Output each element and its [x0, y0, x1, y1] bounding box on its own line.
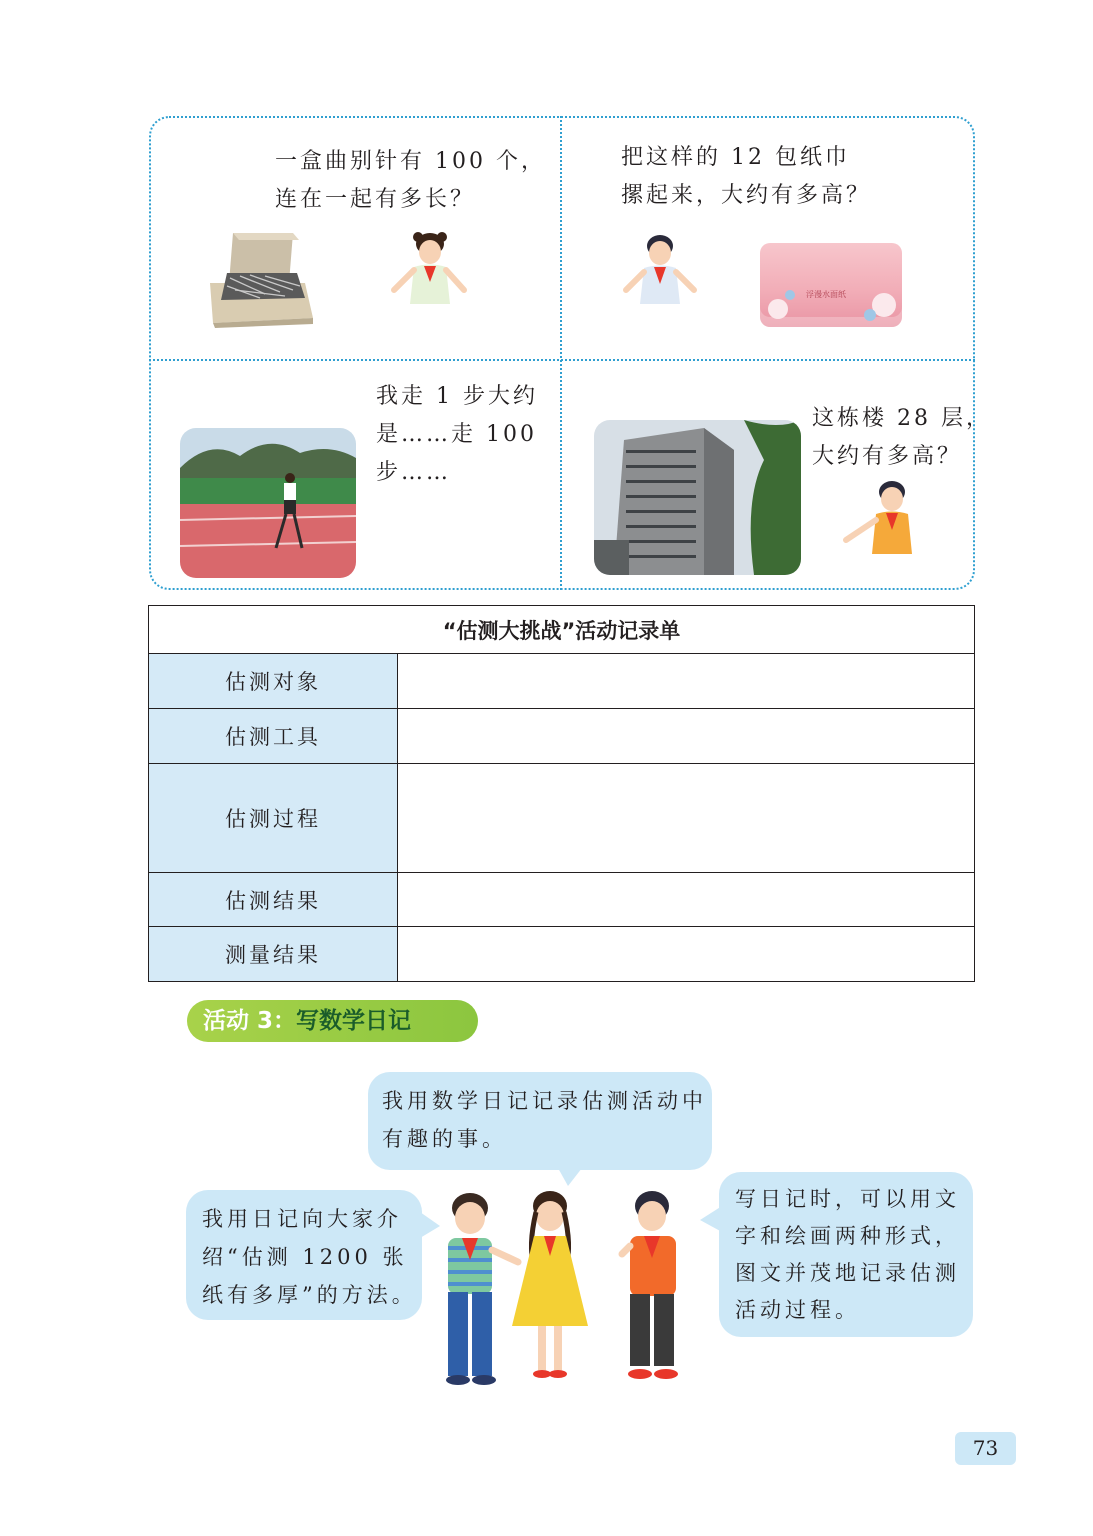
row-label: 估测对象 — [149, 654, 398, 709]
paper-clip-box-image — [205, 228, 315, 328]
girl-yellow-dress — [512, 1191, 588, 1378]
boy-figure-orange — [842, 478, 926, 554]
bubble-top-tail — [558, 1168, 582, 1186]
bubble-left-line3: 纸有多厚”的方法。 — [202, 1283, 417, 1307]
building-photo — [594, 420, 801, 575]
boy-striped-shirt — [446, 1193, 518, 1385]
girl-figure — [390, 232, 470, 304]
boy-orange-shirt — [622, 1191, 678, 1379]
running-track-photo — [180, 428, 356, 578]
tissue-pack-image — [760, 243, 902, 327]
bubble-right-line2: 字和绘画两种形式， — [735, 1224, 960, 1248]
row-label: 估测结果 — [149, 873, 398, 927]
card-building-line1: 这栋楼 28 层， — [812, 406, 991, 431]
activity-badge — [187, 1000, 478, 1042]
row-value-field[interactable] — [398, 709, 975, 764]
children-illustration — [426, 1186, 706, 1386]
row-value-field[interactable] — [398, 927, 975, 982]
table-row — [149, 764, 975, 873]
bubble-right-line3: 图文并茂地记录估测 — [735, 1261, 960, 1285]
speech-bubble-left — [186, 1190, 422, 1320]
bubble-right-line4: 活动过程。 — [735, 1298, 860, 1322]
bubble-left-line1: 我用日记向大家介 — [202, 1207, 402, 1231]
row-value-field[interactable] — [398, 873, 975, 927]
boy-figure — [620, 232, 700, 304]
grid-divider-vertical — [560, 116, 562, 590]
card-tissue-line1: 把这样的 12 包纸巾 — [621, 145, 850, 170]
card-clips-line1: 一盒曲别针有 100 个， — [275, 149, 546, 174]
page-number: 73 — [955, 1432, 1016, 1465]
row-label: 估测工具 — [149, 709, 398, 764]
grid-divider-horizontal — [149, 359, 975, 361]
tissue-brand-text: 浮漫水面纸 — [806, 290, 846, 299]
row-label: 测量结果 — [149, 927, 398, 982]
bubble-left-line2: 绍“估测 1200 张 — [202, 1245, 408, 1269]
table-row — [149, 927, 975, 982]
card-steps-line2: 是……走 100 — [376, 422, 537, 447]
table-row — [149, 709, 975, 764]
record-sheet-table — [148, 605, 975, 982]
card-steps-line1: 我走 1 步大约 — [376, 384, 538, 409]
bubble-top-line1: 我用数学日记记录估测活动中 — [382, 1089, 707, 1113]
activity-prefix: 活动 3： — [203, 1008, 297, 1034]
bubble-top-line2: 有趣的事。 — [382, 1127, 507, 1151]
activity-title: 写数学日记 — [296, 1008, 412, 1034]
table-row — [149, 873, 975, 927]
row-value-field[interactable] — [398, 764, 975, 873]
table-row — [149, 654, 975, 709]
card-tissue-line2: 摞起来，大约有多高？ — [621, 183, 872, 208]
card-building-line2: 大约有多高？ — [812, 444, 963, 469]
row-label: 估测过程 — [149, 764, 398, 873]
card-clips-line2: 连在一起有多长？ — [275, 187, 476, 212]
card-steps-line3: 步…… — [376, 460, 452, 485]
record-sheet-title: “估测大挑战”活动记录单 — [149, 606, 975, 654]
bubble-right-line1: 写日记时，可以用文 — [735, 1187, 960, 1211]
row-value-field[interactable] — [398, 654, 975, 709]
speech-bubble-top — [368, 1072, 712, 1170]
speech-bubble-right — [719, 1172, 973, 1337]
